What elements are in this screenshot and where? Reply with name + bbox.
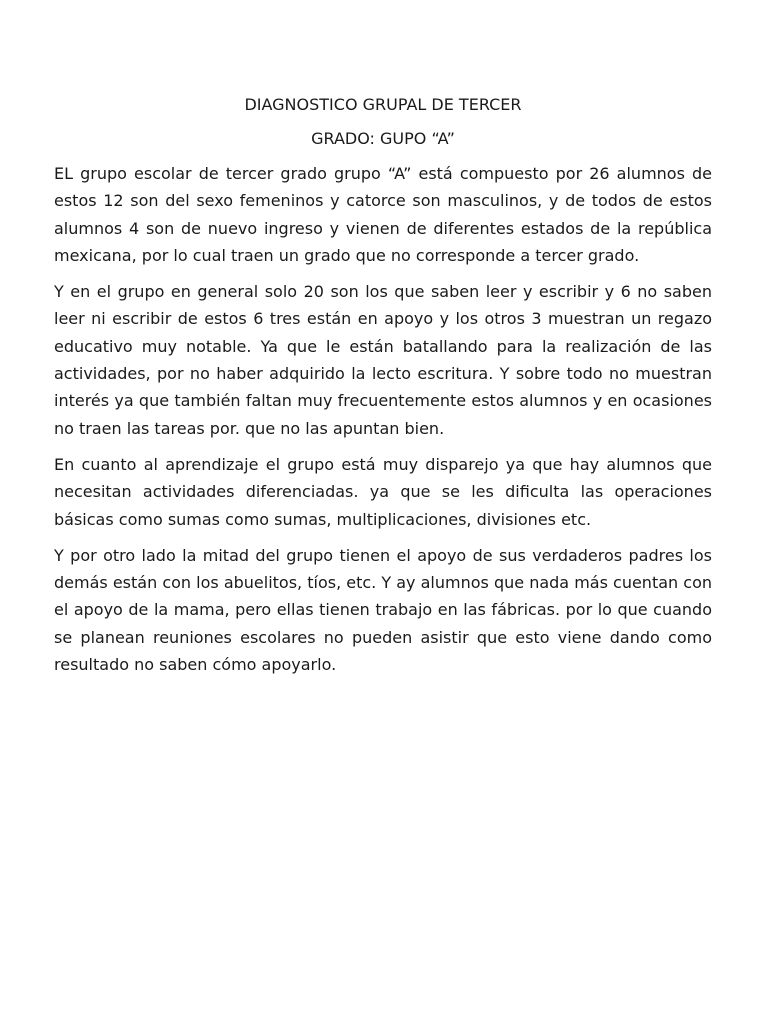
paragraph-learning: En cuanto al aprendizaje el grupo está muy disparejo ya que hay alumnos que necesitan actividades diferenciadas. ya que se les dificulta las operaciones básicas como sumas como sumas, multiplicaciones, divisiones etc. [54,454,712,529]
document-body [54,95,712,678]
paragraph-literacy: Y en el grupo en general solo 20 son los que saben leer y escribir y 6 no saben leer ni escribir de estos 6 tres están en apoyo y los otros 3 muestran un regazo educativo muy notable. Ya que le están batallando para la realización de las actividades, por no haber adquirido la lecto escritura. Y sobre todo no muestran interés ya que también faltan muy frecuentemente estos alumnos y en ocasiones no traen las tareas por. que no las apuntan bien. [54,282,712,438]
document-title-line-1: DIAGNOSTICO GRUPAL DE TERCER [244,95,522,114]
paragraph-group-composition: EL grupo escolar de tercer grado grupo “A” está compuesto por 26 alumnos de estos 12 son del sexo femeninos y catorce son masculinos, y de todos de estos alumnos 4 son de nuevo ingreso y vienen de diferentes estados de la república mexicana, por lo cual traen un grado que no corresponde a tercer grado. [54,164,712,265]
paragraph-family-support: Y por otro lado la mitad del grupo tienen el apoyo de sus verdaderos padres los demás están con los abuelitos, tíos, etc. Y ay alumnos que nada más cuentan con el apoyo de la mama, pero ellas tienen trabajo en las fábricas. por lo que cuando se planean reuniones escolares no pueden asistir que esto viene dando como resultado no saben cómo apoyarlo. [54,545,712,675]
document-title-line-2: GRADO: GUPO “A” [311,129,455,148]
